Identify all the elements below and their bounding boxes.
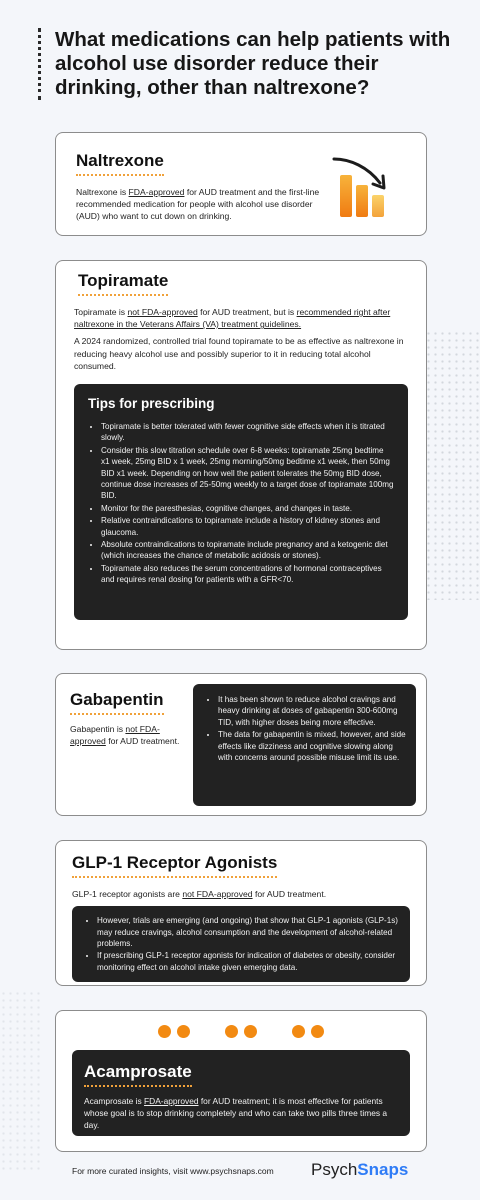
tip-item: • Relative contraindications to topiramate include a history of kidney stones and glaucoma.: [101, 515, 394, 538]
dot-icon: [225, 1025, 238, 1038]
list-item: • If prescribing GLP-1 receptor agonists for indication of diabetes or obesity, consider monitoring effect on alcohol intake given emerging data.: [97, 950, 398, 973]
tip-item: • Topiramate is better tolerated with fewer cognitive side effects when it is titrated slowly.: [101, 421, 394, 444]
glp1-details-panel: [72, 906, 410, 982]
not-fda-approved-link[interactable]: not FDA-approved: [70, 724, 160, 747]
dot-pair: [292, 1025, 324, 1038]
gabapentin-title: Gabapentin: [70, 690, 164, 715]
dot-pattern-decoration-bottom: [0, 990, 40, 1170]
text-segment: for AUD treatment, but is: [197, 307, 297, 317]
tip-item: • Consider this slow titration schedule over 6-8 weeks: topiramate 25mg bedtime x1 week, 25mg BID x 1 week, 25mg morning/50mg bedtime x1 week, then 50mg BID x1 week. Depending on how well the patient tolerates the 50mg BID dose, continue dose increases of 25-50mg weekly to a target dose of topiramate 100mg BID.: [101, 445, 394, 502]
topiramate-approval-text: [74, 306, 408, 330]
dot-icon: [177, 1025, 190, 1038]
orange-dots-decoration: [72, 1025, 410, 1038]
dot-icon: [311, 1025, 324, 1038]
text-segment: Naltrexone is: [76, 187, 129, 197]
list-item: • It has been shown to reduce alcohol cravings and heavy drinking at doses of gabapentin 300-600mg TID, with higher doses being more effective.: [218, 694, 406, 728]
gabapentin-text: [70, 723, 185, 747]
bar-chart-down-icon: [328, 153, 398, 223]
acamprosate-title: Acamprosate: [84, 1062, 192, 1087]
brand-part-a: Psych: [311, 1160, 358, 1179]
text-segment: for AUD treatment.: [105, 736, 180, 747]
tip-item: • Topiramate also reduces the serum concentrations of hormonal contraceptives and requires renal dosing for patients with a GFR<70.: [101, 563, 394, 586]
dot-pattern-decoration: [425, 330, 480, 600]
tip-item: • Monitor for the paresthesias, cognitive changes, and changes in taste.: [101, 503, 394, 514]
text-segment: for AUD treatment and the first-line recommended medication for people with alcohol use disorder (AUD) who want to cut down on drinking.: [76, 187, 320, 222]
tip-item: • Absolute contraindications to topiramate include pregnancy and a ketogenic diet (which increases the chance of metabolic acidosis or stones).: [101, 539, 394, 562]
text-segment: for AUD treatment; it is most effective for patients whose goal is to stop drinking completely and who can take two pills three times a day.: [84, 1096, 388, 1131]
glp1-text: [72, 888, 410, 900]
not-fda-approved-link[interactable]: not FDA-approved: [182, 889, 253, 899]
naltrexone-title: Naltrexone: [76, 151, 164, 176]
tips-panel: [74, 384, 408, 620]
gabapentin-summary: [70, 690, 185, 747]
topiramate-trial-text: A 2024 randomized, controlled trial found topiramate to be as effective as naltrexone in reducing heavy alcohol use and possibly superior to it in reducing total alcohol consumed.: [74, 336, 404, 371]
dot-icon: [158, 1025, 171, 1038]
list-item: • However, trials are emerging (and ongoing) that show that GLP-1 agonists (GLP-1s) may reduce cravings, alcohol consumption and the development of alcohol-related problems.: [97, 915, 398, 949]
glp1-card: [55, 840, 427, 986]
naltrexone-card: [55, 132, 427, 236]
dot-pair: [225, 1025, 257, 1038]
topiramate-card: [55, 260, 427, 650]
acamprosate-panel: [72, 1050, 410, 1136]
text-segment: Gabapentin is: [70, 724, 126, 734]
brand-logo: [311, 1160, 408, 1180]
text-segment: for AUD treatment.: [252, 889, 327, 899]
glp1-title: GLP-1 Receptor Agonists: [72, 853, 277, 878]
header: [38, 28, 458, 100]
gabapentin-card: [55, 673, 427, 816]
acamprosate-card: [55, 1010, 427, 1152]
list-item: • The data for gabapentin is mixed, however, and side effects like dizziness and cognitive slowing along with concerns around possible misuse limit its use.: [218, 729, 406, 763]
brand-part-b: Snaps: [357, 1160, 409, 1179]
naltrexone-text: [76, 186, 321, 223]
glp1-list: [84, 915, 398, 973]
fda-approved-link[interactable]: FDA-approved: [144, 1096, 199, 1106]
tips-title: Tips for prescribing: [88, 396, 215, 412]
tips-list: [88, 421, 394, 586]
gabapentin-list: [205, 694, 406, 763]
text-segment: Topiramate is: [74, 307, 128, 317]
va-guidelines-link[interactable]: recommended right after naltrexone in the Veterans Affairs (VA) treatment guidelines.: [74, 307, 391, 330]
topiramate-title: Topiramate: [78, 271, 168, 296]
page-title: What medications can help patients with alcohol use disorder reduce their drinking, other than naltrexone?: [55, 28, 451, 99]
acamprosate-text: [84, 1095, 398, 1132]
dot-icon: [244, 1025, 257, 1038]
footer-text[interactable]: For more curated insights, visit www.psychsnaps.com: [72, 1166, 274, 1176]
gabapentin-details-panel: [193, 684, 416, 806]
text-segment: GLP-1 receptor agonists are: [72, 889, 183, 899]
dot-pair: [158, 1025, 190, 1038]
text-segment: Acamprosate is: [84, 1096, 145, 1106]
not-fda-approved-link[interactable]: not FDA-approved: [127, 307, 198, 317]
dot-icon: [292, 1025, 305, 1038]
fda-approved-link[interactable]: FDA-approved: [128, 187, 185, 197]
